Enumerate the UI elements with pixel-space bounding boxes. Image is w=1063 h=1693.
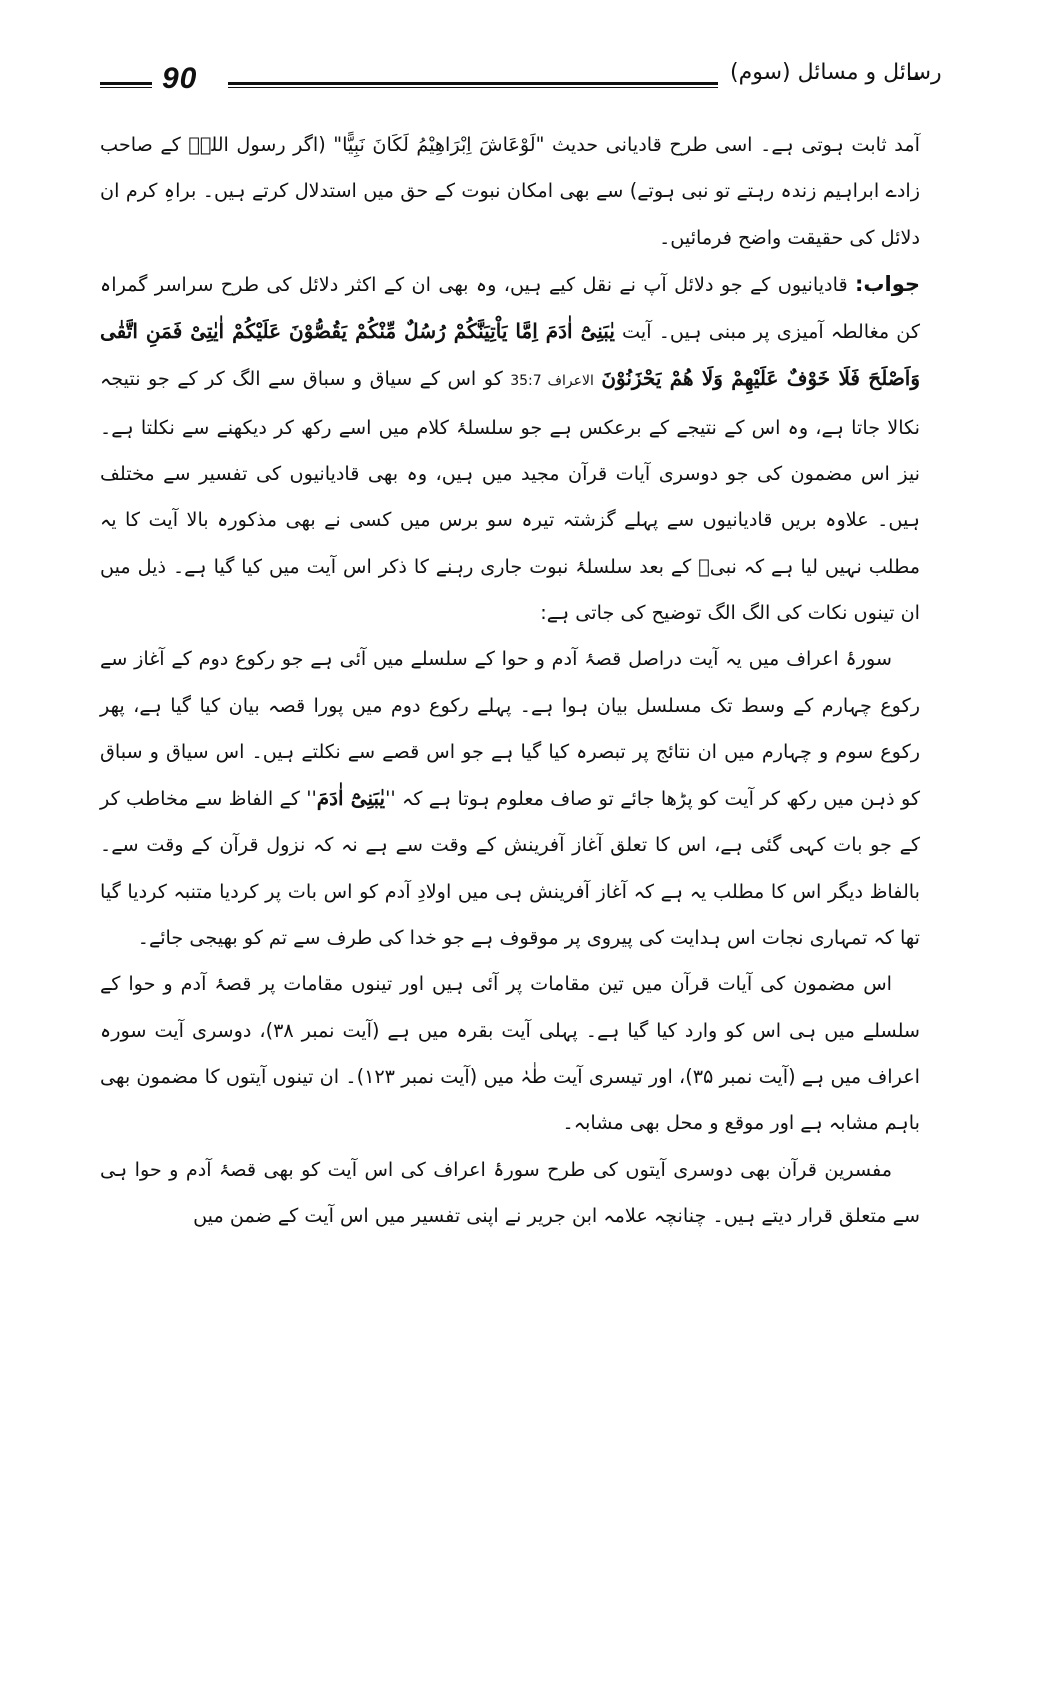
header-rule-tail bbox=[908, 78, 920, 80]
answer-label: جواب: bbox=[855, 271, 920, 296]
paragraph-three-verses: اس مضمون کی آیات قرآن میں تین مقامات پر آئی ہیں اور تینوں مقامات پر قصۂ آدم و حوا کے سلسلے میں ہی اس کو وارد کیا گیا ہے۔ پہلی آیت بقرہ میں ہے (آیت نمبر ۳۸)، دوسری آیت سورہ اعراف میں ہے (آیت نمبر ۳۵)، اور تیسری آیت طٰہٰ میں (آیت نمبر ۱۲۳)۔ ان تینوں آیتوں کا مضمون بھی باہم مشابہ ہے اور موقع و محل بھی مشابہ۔ bbox=[100, 972, 920, 1135]
paragraph-question-end: آمد ثابت ہوتی ہے۔ اسی طرح قادیانی حدیث "لَوْعَاشَ اِبْرَاھِیْمُ لَکَانَ نَبِیًّا" (اگر رسول اللہؐ کے صاحب زادے ابراہیم زندہ رہتے تو نبی ہوتے) سے بھی امکان نبوت کے حق میں استدلال کرتے ہیں۔ براہِ کرم ان دلائل کی حقیقت واضح فرمائیں۔ bbox=[100, 133, 920, 249]
running-header bbox=[100, 60, 942, 100]
answer-text-b: کو اس کے سیاق و سباق سے الگ کر کے جو نتیجہ نکالا جاتا ہے، وہ اس کے نتیجے کے برعکس ہے جو سلسلۂ کلام میں اسے رکھ کر دیکھنے سے نکلتا ہے۔ نیز اس مضمون کی جو دوسری آیات قرآن مجید میں ہیں، وہ بھی قادیانیوں کی تفسیر سے مختلف ہیں۔ علاوہ بریں قادیانیوں سے پہلے گزشتہ تیرہ سو برس میں کسی نے بھی مذکورہ بالا آیت کا یہ مطلب نہیں لیا ہے کہ نبیؐ کے بعد سلسلۂ نبوت جاری رہنے کا ذکر اس آیت میں کیا گیا ہے۔ ذیل میں ان تینوں نکات کی الگ الگ توضیح کی جاتی ہے: bbox=[100, 367, 920, 624]
context-text-b: '' کے الفاظ سے مخاطب کر کے جو بات کہی گئی ہے، اس کا تعلق آغاز آفرینش کے وقت سے ہے نہ کہ نزول قرآن کے وقت سے۔ بالفاظ دیگر اس کا مطلب یہ ہے کہ آغاز آفرینش ہی میں اولادِ آدم کو اس بات پر کردیا متنبہ کردیا گیا تھا کہ تمہاری نجات اس ہدایت کی پیروی پر موقوف ہے جو خدا کی طرف سے تم کو بھیجی جائے۔ bbox=[100, 787, 920, 950]
quran-verse: یٰبَنِیْٓ اٰدَمَ اِمَّا یَاْتِیَنَّکُمْ رُسُلٌ مِّنْکُمْ یَقُصُّوْنَ عَلَیْکُمْ اٰیٰتِیْ فَمَنِ اتَّقٰی وَاَصْلَحَ فَلَا خَوْفٌ عَلَیْھِمْ وَلَا ھُمْ یَحْزَنُوْنَ bbox=[100, 319, 921, 391]
paragraph-context bbox=[100, 636, 920, 961]
verse-reference: الاعراف 35:7 bbox=[510, 373, 594, 390]
body-text bbox=[100, 122, 920, 1239]
header-rule-right bbox=[228, 82, 718, 88]
context-text-a: سورۂ اعراف میں یہ آیت دراصل قصۂ آدم و حوا کے سلسلے میں آئی ہے جو رکوع دوم کے آغاز سے رکوع چہارم کے وسط تک مسلسل بیان ہوا ہے۔ پہلے رکوع دوم میں پورا قصہ بیان کیا گیا ہے، پھر رکوع سوم و چہارم میں ان نتائج پر تبصرہ کیا گیا ہے جو اس قصے سے نکلتے ہیں۔ اس سیاق و سباق کو ذہن میں رکھ کر آیت کو پڑھا جائے تو صاف معلوم ہوتا ہے کہ '' bbox=[100, 647, 920, 811]
quran-phrase: یٰبَنِیْٓ اٰدَمَ bbox=[316, 786, 386, 811]
paragraph-answer bbox=[100, 261, 920, 636]
page-number: 90 bbox=[162, 62, 198, 95]
paragraph-commentators: مفسرین قرآن بھی دوسری آیتوں کی طرح سورۂ اعراف کی اس آیت کو بھی قصۂ آدم و حوا ہی سے متعلق قرار دیتے ہیں۔ چنانچہ علامہ ابن جریر نے اپنی تفسیر میں اس آیت کے ضمن میں bbox=[100, 1157, 920, 1227]
header-rule-left bbox=[100, 82, 152, 88]
answer-text-a: قادیانیوں کے جو دلائل آپ نے نقل کیے ہیں، وہ بھی ان کے اکثر دلائل کی طرح سراسر گمراہ کن مغالطہ آمیزی پر مبنی ہیں۔ آیت bbox=[100, 272, 920, 344]
book-title: رسائل و مسائل (سوم) bbox=[730, 60, 942, 85]
